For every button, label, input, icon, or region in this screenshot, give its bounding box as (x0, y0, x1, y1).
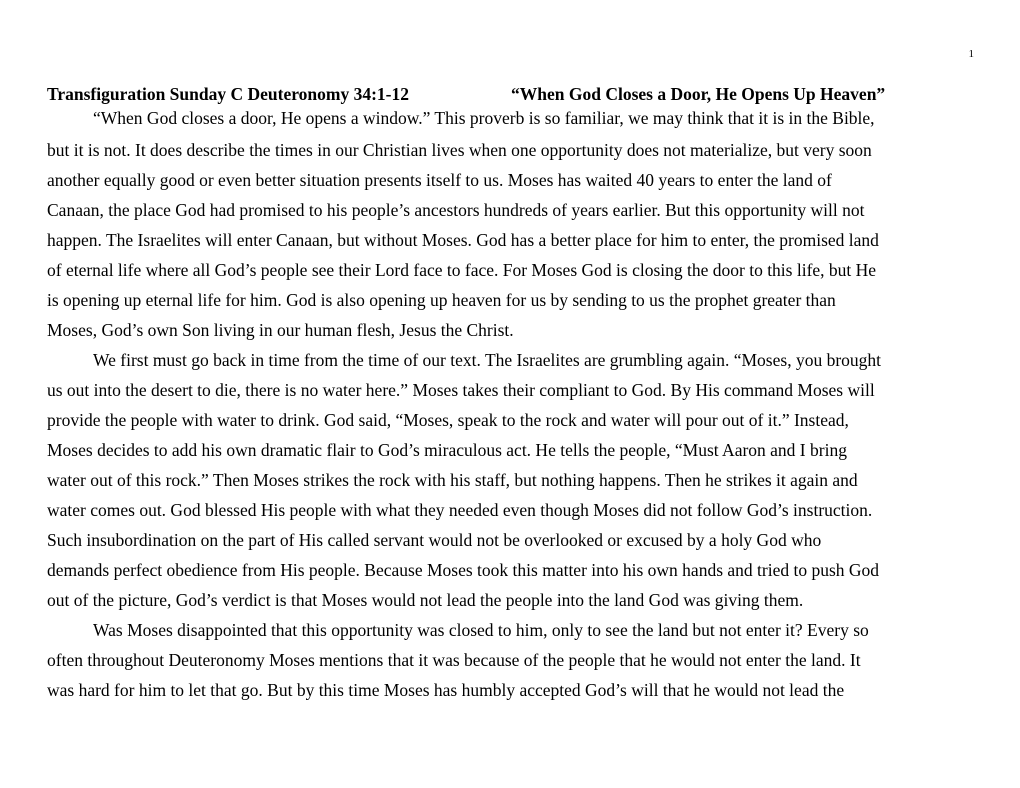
text-line: often throughout Deuteronomy Moses mentions that it was because of the people that he would not enter the land. It (47, 650, 861, 670)
text-line: another equally good or even better situation presents itself to us. Moses has waited 40 years to enter the land of (47, 170, 832, 190)
text-line: Was Moses disappointed that this opportunity was closed to him, only to see the land but not enter it? Every so (93, 620, 869, 640)
text-line: provide the people with water to drink. God said, “Moses, speak to the rock and water will pour out of it.” Instead, (47, 410, 849, 430)
text-line: is opening up eternal life for him. God is also opening up heaven for us by sending to us the prophet greater than (47, 290, 836, 310)
text-line: Moses decides to add his own dramatic flair to God’s miraculous act. He tells the people, “Must Aaron and I bring (47, 440, 847, 460)
text-line: but it is not. It does describe the times in our Christian lives when one opportunity does not materialize, but very soon (47, 140, 872, 160)
text-line: out of the picture, God’s verdict is that Moses would not lead the people into the land God was giving them. (47, 590, 804, 610)
text-line: us out into the desert to die, there is no water here.” Moses takes their compliant to God. By His command Moses will (47, 380, 875, 400)
page-number: 1 (968, 48, 974, 60)
text-line: water out of this rock.” Then Moses strikes the rock with his staff, but nothing happens. Then he strikes it again and (47, 470, 858, 490)
sermon-title: “When God Closes a Door, He Opens Up Heaven” (511, 84, 886, 104)
text-line: Moses, God’s own Son living in our human flesh, Jesus the Christ. (47, 320, 514, 340)
text-line: water comes out. God blessed His people with what they needed even though Moses did not follow God’s instruction. (47, 500, 873, 520)
text-line: was hard for him to let that go. But by this time Moses has humbly accepted God’s will that he would not lead the (47, 680, 845, 700)
text-line: Canaan, the place God had promised to his people’s ancestors hundreds of years earlier. But this opportunity will not (47, 200, 865, 220)
text-line: We first must go back in time from the time of our text. The Israelites are grumbling again. “Moses, you brought (93, 350, 882, 370)
text-line: “When God closes a door, He opens a window.” This proverb is so familiar, we may think that it is in the Bible, (93, 108, 875, 128)
document-title (47, 83, 972, 105)
text-line: happen. The Israelites will enter Canaan, but without Moses. God has a better place for him to enter, the promised land (47, 230, 879, 250)
text-line: of eternal life where all God’s people see their Lord face to face. For Moses God is closing the door to this life, but He (47, 260, 877, 280)
text-line: demands perfect obedience from His people. Because Moses took this matter into his own hands and tried to push God (47, 560, 880, 580)
document-body (47, 83, 972, 705)
title-reference: Transfiguration Sunday C Deuteronomy 34:1-12 (47, 84, 410, 104)
text-line: Such insubordination on the part of His called servant would not be overlooked or excused by a holy God who (47, 530, 822, 550)
